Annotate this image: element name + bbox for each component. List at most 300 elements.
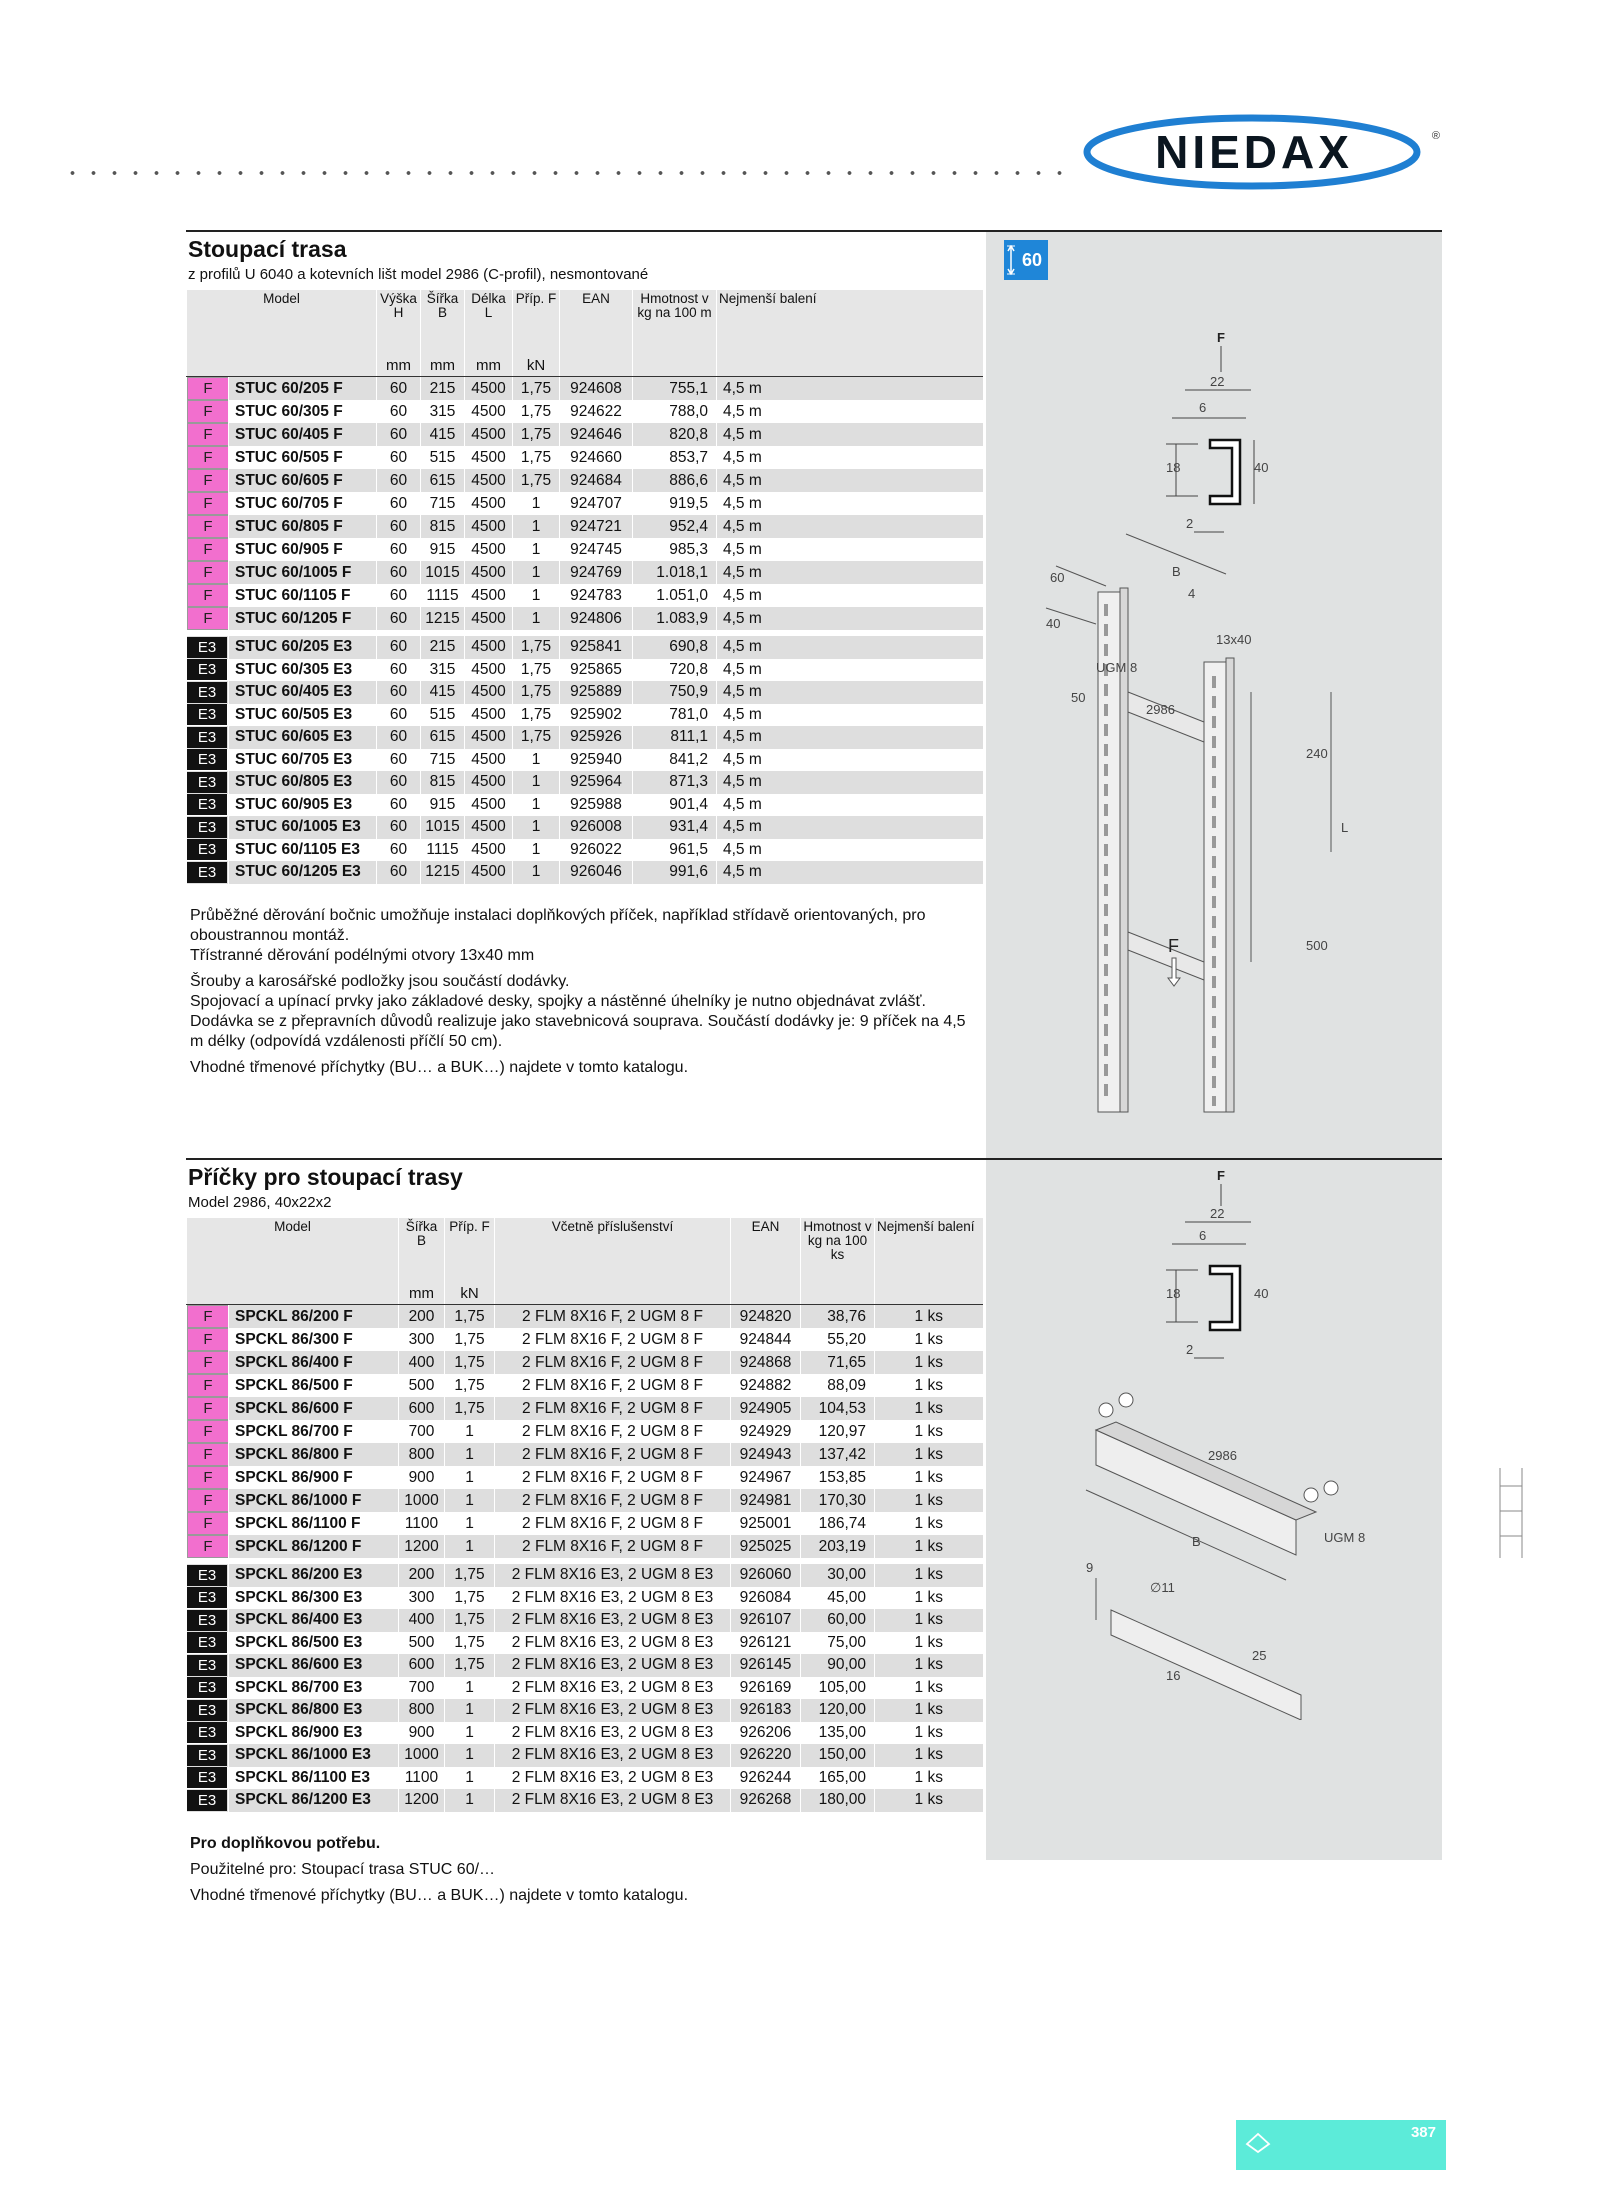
- value-cell: 1 ks: [875, 1489, 983, 1512]
- value-cell: 4,5 m: [717, 659, 983, 682]
- model-cell: STUC 60/1105 E3: [229, 839, 377, 862]
- finish-badge-cell: [187, 515, 229, 538]
- value-cell: 4500: [465, 469, 513, 492]
- value-cell: 924707: [560, 492, 633, 515]
- value-cell: 815: [421, 515, 465, 538]
- value-cell: 926145: [731, 1654, 801, 1677]
- finish-badge-cell: [187, 1564, 229, 1587]
- label-13x40: 13x40: [1216, 632, 1252, 647]
- label-B: B: [1192, 1534, 1201, 1549]
- value-cell: 925865: [560, 659, 633, 682]
- value-cell: 1: [513, 749, 560, 772]
- value-cell: 925964: [560, 771, 633, 794]
- value-cell: 1,75: [445, 1328, 495, 1351]
- section2-notes: [190, 1834, 970, 1912]
- finish-badge-cell: [187, 1443, 229, 1466]
- finish-badge-cell: [187, 1374, 229, 1397]
- col-header-length: Délka L: [465, 290, 513, 354]
- value-cell: 2 FLM 8X16 F, 2 UGM 8 F: [495, 1535, 731, 1558]
- table-unit-row: [187, 1282, 983, 1305]
- value-cell: 1115: [421, 839, 465, 862]
- value-cell: 4,5 m: [717, 749, 983, 772]
- page-number-box: [1236, 2120, 1446, 2170]
- label-50: 50: [1071, 690, 1086, 705]
- value-cell: 60: [377, 400, 421, 423]
- logo-registered-mark: ®: [1431, 130, 1440, 142]
- value-cell: 919,5: [633, 492, 717, 515]
- value-cell: 60: [377, 469, 421, 492]
- value-cell: 900: [399, 1466, 445, 1489]
- model-cell: STUC 60/1105 F: [229, 584, 377, 607]
- col-header-model: Model: [187, 1218, 399, 1282]
- value-cell: 1: [513, 861, 560, 884]
- finish-badge-cell: [187, 446, 229, 469]
- value-cell: 4,5 m: [717, 469, 983, 492]
- section2-table-body: [187, 1305, 983, 1812]
- value-cell: 186,74: [801, 1512, 875, 1535]
- col-header-width: Šířka B: [421, 290, 465, 354]
- model-cell: STUC 60/405 E3: [229, 681, 377, 704]
- table-row: [187, 469, 983, 492]
- finish-badge: E3: [187, 817, 227, 838]
- value-cell: 926220: [731, 1744, 801, 1767]
- finish-badge: E3: [187, 794, 227, 815]
- model-cell: STUC 60/605 F: [229, 469, 377, 492]
- table-row: [187, 839, 983, 862]
- value-cell: 924660: [560, 446, 633, 469]
- model-cell: SPCKL 86/700 E3: [229, 1677, 399, 1700]
- table-row: [187, 1767, 983, 1790]
- finish-badge: E3: [187, 1722, 227, 1743]
- table-row: [187, 1489, 983, 1512]
- model-cell: STUC 60/505 F: [229, 446, 377, 469]
- value-cell: 600: [399, 1397, 445, 1420]
- value-cell: 700: [399, 1677, 445, 1700]
- table-row: [187, 1587, 983, 1610]
- table-row: [187, 1397, 983, 1420]
- table-row: [187, 1420, 983, 1443]
- note-text: Třístranné děrování podélnými otvory 13x40 mm: [190, 947, 535, 964]
- finish-badge-cell: [187, 1767, 229, 1790]
- model-cell: STUC 60/205 F: [229, 377, 377, 401]
- label-L: L: [1341, 820, 1349, 835]
- table-row: [187, 1654, 983, 1677]
- table-row: [187, 1443, 983, 1466]
- value-cell: 104,53: [801, 1397, 875, 1420]
- value-cell: 901,4: [633, 794, 717, 817]
- table-row: [187, 1677, 983, 1700]
- value-cell: 886,6: [633, 469, 717, 492]
- value-cell: 1 ks: [875, 1535, 983, 1558]
- value-cell: 4500: [465, 771, 513, 794]
- finish-badge: F: [187, 1351, 229, 1374]
- model-cell: STUC 60/1005 E3: [229, 816, 377, 839]
- value-cell: 4,5 m: [717, 561, 983, 584]
- unit-cell: mm: [421, 354, 465, 377]
- value-cell: 924608: [560, 377, 633, 401]
- value-cell: 600: [399, 1654, 445, 1677]
- model-cell: SPCKL 86/1100 E3: [229, 1767, 399, 1790]
- finish-badge-cell: [187, 1609, 229, 1632]
- model-cell: SPCKL 86/1200 F: [229, 1535, 399, 1558]
- value-cell: 2 FLM 8X16 F, 2 UGM 8 F: [495, 1305, 731, 1329]
- value-cell: 300: [399, 1587, 445, 1610]
- table-row: [187, 1789, 983, 1812]
- value-cell: 515: [421, 704, 465, 727]
- col-header-accessories: Včetně příslušenství: [495, 1218, 731, 1282]
- rung-perspective-icon: [1086, 1393, 1365, 1720]
- value-cell: 150,00: [801, 1744, 875, 1767]
- finish-badge-cell: [187, 704, 229, 727]
- value-cell: 4,5 m: [717, 839, 983, 862]
- table-header-row: [187, 290, 983, 354]
- value-cell: 925940: [560, 749, 633, 772]
- section2-subtitle: Model 2986, 40x22x2: [188, 1194, 332, 1211]
- label-F: F: [1217, 1168, 1225, 1183]
- value-cell: 1 ks: [875, 1466, 983, 1489]
- finish-badge-cell: [187, 771, 229, 794]
- finish-badge: F: [187, 400, 229, 423]
- finish-badge-cell: [187, 1535, 229, 1558]
- col-header-height: Výška H: [377, 290, 421, 354]
- unit-cell: mm: [377, 354, 421, 377]
- value-cell: 926268: [731, 1789, 801, 1812]
- value-cell: 926206: [731, 1722, 801, 1745]
- value-cell: 924684: [560, 469, 633, 492]
- value-cell: 1 ks: [875, 1305, 983, 1329]
- value-cell: 1: [513, 515, 560, 538]
- label-500: 500: [1306, 938, 1328, 953]
- model-cell: SPCKL 86/200 F: [229, 1305, 399, 1329]
- value-cell: 4,5 m: [717, 423, 983, 446]
- table-row: [187, 749, 983, 772]
- model-cell: STUC 60/405 F: [229, 423, 377, 446]
- note-text: Vhodné třmenové příchytky (BU… a BUK…) najdete v tomto katalogu.: [190, 1887, 689, 1904]
- table-row: [187, 1564, 983, 1587]
- col-header-model: Model: [187, 290, 377, 354]
- value-cell: 1,75: [513, 423, 560, 446]
- label-B: B: [1172, 564, 1181, 579]
- value-cell: 991,6: [633, 861, 717, 884]
- value-cell: 615: [421, 469, 465, 492]
- label-F: F: [1217, 330, 1225, 345]
- value-cell: 2 FLM 8X16 F, 2 UGM 8 F: [495, 1328, 731, 1351]
- value-cell: 1: [513, 538, 560, 561]
- value-cell: 1 ks: [875, 1632, 983, 1655]
- finish-badge: F: [187, 1374, 229, 1397]
- value-cell: 60: [377, 636, 421, 659]
- unit-cell: [731, 1282, 801, 1305]
- value-cell: 1: [513, 584, 560, 607]
- finish-badge-cell: [187, 561, 229, 584]
- value-cell: 60: [377, 607, 421, 630]
- value-cell: 924967: [731, 1466, 801, 1489]
- value-cell: 2 FLM 8X16 F, 2 UGM 8 F: [495, 1512, 731, 1535]
- niedax-logo: [1080, 112, 1440, 192]
- value-cell: 715: [421, 492, 465, 515]
- label-40b: 40: [1046, 616, 1061, 631]
- value-cell: 90,00: [801, 1654, 875, 1677]
- value-cell: 4,5 m: [717, 861, 983, 884]
- table-row: [187, 607, 983, 630]
- value-cell: 1 ks: [875, 1789, 983, 1812]
- unit-cell: kN: [513, 354, 560, 377]
- value-cell: 60: [377, 816, 421, 839]
- value-cell: 1 ks: [875, 1328, 983, 1351]
- value-cell: 215: [421, 377, 465, 401]
- value-cell: 60: [377, 771, 421, 794]
- finish-badge-cell: [187, 681, 229, 704]
- value-cell: 1: [445, 1466, 495, 1489]
- value-cell: 700: [399, 1420, 445, 1443]
- value-cell: 924646: [560, 423, 633, 446]
- model-cell: STUC 60/805 E3: [229, 771, 377, 794]
- model-cell: SPCKL 86/900 F: [229, 1466, 399, 1489]
- table-row: [187, 1512, 983, 1535]
- table-row: [187, 1609, 983, 1632]
- table-row: [187, 681, 983, 704]
- label-6: 6: [1199, 400, 1207, 415]
- note-text: Použitelné pro: Stoupací trasa STUC 60/…: [190, 1861, 496, 1878]
- value-cell: 926169: [731, 1677, 801, 1700]
- value-cell: 952,4: [633, 515, 717, 538]
- value-cell: 4,5 m: [717, 816, 983, 839]
- table-row: [187, 636, 983, 659]
- value-cell: 926183: [731, 1699, 801, 1722]
- model-cell: SPCKL 86/400 F: [229, 1351, 399, 1374]
- finish-badge: F: [187, 561, 229, 584]
- col-header-load: Příp. F: [445, 1218, 495, 1282]
- value-cell: 1 ks: [875, 1677, 983, 1700]
- finish-badge-cell: [187, 1677, 229, 1700]
- value-cell: 811,1: [633, 726, 717, 749]
- model-cell: STUC 60/605 E3: [229, 726, 377, 749]
- stoupaci-trasa-drawing: [986, 232, 1442, 1132]
- value-cell: 4500: [465, 400, 513, 423]
- value-cell: 71,65: [801, 1351, 875, 1374]
- model-cell: STUC 60/305 E3: [229, 659, 377, 682]
- value-cell: 1: [513, 561, 560, 584]
- finish-badge-cell: [187, 469, 229, 492]
- col-header-ean: EAN: [731, 1218, 801, 1282]
- model-cell: SPCKL 86/900 E3: [229, 1722, 399, 1745]
- value-cell: 1000: [399, 1744, 445, 1767]
- label-6: 6: [1199, 1228, 1207, 1243]
- value-cell: 60: [377, 726, 421, 749]
- finish-badge: E3: [187, 839, 227, 860]
- value-cell: 926046: [560, 861, 633, 884]
- value-cell: 4500: [465, 816, 513, 839]
- col-header-weight: Hmotnost v kg na 100 ks: [801, 1218, 875, 1282]
- value-cell: 45,00: [801, 1587, 875, 1610]
- value-cell: 925001: [731, 1512, 801, 1535]
- value-cell: 4500: [465, 446, 513, 469]
- value-cell: 1 ks: [875, 1587, 983, 1610]
- table-row: [187, 1744, 983, 1767]
- value-cell: 4,5 m: [717, 636, 983, 659]
- value-cell: 30,00: [801, 1564, 875, 1587]
- col-header-min-pack: Nejmenší balení: [875, 1218, 983, 1282]
- col-header-width: Šířka B: [399, 1218, 445, 1282]
- value-cell: 38,76: [801, 1305, 875, 1329]
- model-cell: SPCKL 86/700 F: [229, 1420, 399, 1443]
- finish-badge: E3: [187, 1790, 227, 1811]
- value-cell: 1,75: [445, 1632, 495, 1655]
- model-cell: STUC 60/505 E3: [229, 704, 377, 727]
- finish-badge-cell: [187, 861, 229, 884]
- model-cell: SPCKL 86/300 E3: [229, 1587, 399, 1610]
- cable-tray-icon: [1244, 2130, 1272, 2154]
- ladder-thumbnail-icon: [1492, 1466, 1532, 1560]
- value-cell: 1,75: [513, 446, 560, 469]
- model-cell: SPCKL 86/1200 E3: [229, 1789, 399, 1812]
- value-cell: 55,20: [801, 1328, 875, 1351]
- value-cell: 1: [513, 771, 560, 794]
- label-4: 4: [1188, 586, 1196, 601]
- value-cell: 60: [377, 659, 421, 682]
- value-cell: 1: [513, 794, 560, 817]
- finish-badge: F: [187, 538, 229, 561]
- table-row: [187, 1328, 983, 1351]
- table-row: [187, 1351, 983, 1374]
- value-cell: 2 FLM 8X16 F, 2 UGM 8 F: [495, 1489, 731, 1512]
- value-cell: 60: [377, 377, 421, 401]
- section1-subtitle: z profilů U 6040 a kotevních lišt model 2986 (C-profil), nesmontované: [188, 266, 649, 283]
- value-cell: 2 FLM 8X16 E3, 2 UGM 8 E3: [495, 1632, 731, 1655]
- value-cell: 871,3: [633, 771, 717, 794]
- value-cell: 1.018,1: [633, 561, 717, 584]
- value-cell: 926008: [560, 816, 633, 839]
- value-cell: 924943: [731, 1443, 801, 1466]
- model-cell: SPCKL 86/1100 F: [229, 1512, 399, 1535]
- value-cell: 1,75: [445, 1397, 495, 1420]
- value-cell: 415: [421, 681, 465, 704]
- value-cell: 2 FLM 8X16 F, 2 UGM 8 F: [495, 1420, 731, 1443]
- finish-badge-cell: [187, 492, 229, 515]
- value-cell: 2 FLM 8X16 F, 2 UGM 8 F: [495, 1397, 731, 1420]
- table-row: [187, 1374, 983, 1397]
- label-ugm8: UGM 8: [1096, 660, 1138, 675]
- logo-text: NIEDAX: [1155, 126, 1353, 178]
- unit-cell: [495, 1282, 731, 1305]
- model-cell: STUC 60/1205 E3: [229, 861, 377, 884]
- section2-product-table: [186, 1218, 983, 1812]
- value-cell: 165,00: [801, 1767, 875, 1790]
- value-cell: 2 FLM 8X16 E3, 2 UGM 8 E3: [495, 1699, 731, 1722]
- value-cell: 1100: [399, 1767, 445, 1790]
- value-cell: 60: [377, 515, 421, 538]
- finish-badge-cell: [187, 636, 229, 659]
- value-cell: 788,0: [633, 400, 717, 423]
- table-row: [187, 1305, 983, 1329]
- table-row: [187, 704, 983, 727]
- finish-badge: F: [187, 1328, 229, 1351]
- finish-badge: F: [187, 607, 229, 630]
- model-cell: STUC 60/705 F: [229, 492, 377, 515]
- finish-badge-cell: [187, 659, 229, 682]
- value-cell: 4500: [465, 681, 513, 704]
- finish-badge-cell: [187, 1489, 229, 1512]
- finish-badge-cell: [187, 1466, 229, 1489]
- label-18: 18: [1166, 1286, 1181, 1301]
- model-cell: SPCKL 86/600 E3: [229, 1654, 399, 1677]
- value-cell: 924981: [731, 1489, 801, 1512]
- finish-badge-cell: [187, 726, 229, 749]
- section1-table-body: [187, 377, 983, 884]
- finish-badge: E3: [187, 659, 227, 680]
- finish-badge-cell: [187, 400, 229, 423]
- value-cell: 690,8: [633, 636, 717, 659]
- finish-badge: E3: [187, 1767, 227, 1788]
- note-text: Průběžné děrování bočnic umožňuje instalaci doplňkových příček, například střídavě orientovaných, pro oboustrannou montáž.: [190, 907, 926, 944]
- value-cell: 4500: [465, 561, 513, 584]
- table-row: [187, 1699, 983, 1722]
- value-cell: 1,75: [513, 377, 560, 401]
- table-row: [187, 446, 983, 469]
- finish-badge-cell: [187, 749, 229, 772]
- value-cell: 750,9: [633, 681, 717, 704]
- value-cell: 2 FLM 8X16 E3, 2 UGM 8 E3: [495, 1587, 731, 1610]
- label-load-F: F: [1168, 936, 1179, 956]
- value-cell: 1 ks: [875, 1397, 983, 1420]
- table-row: [187, 816, 983, 839]
- table-row: [187, 492, 983, 515]
- value-cell: 75,00: [801, 1632, 875, 1655]
- value-cell: 4,5 m: [717, 400, 983, 423]
- value-cell: 800: [399, 1699, 445, 1722]
- table-row: [187, 423, 983, 446]
- model-cell: STUC 60/705 E3: [229, 749, 377, 772]
- value-cell: 4500: [465, 726, 513, 749]
- finish-badge: E3: [187, 862, 227, 883]
- value-cell: 170,30: [801, 1489, 875, 1512]
- value-cell: 915: [421, 794, 465, 817]
- label-ugm8: UGM 8: [1324, 1530, 1366, 1545]
- label-2: 2: [1186, 1342, 1194, 1357]
- value-cell: 4,5 m: [717, 515, 983, 538]
- value-cell: 315: [421, 659, 465, 682]
- value-cell: 300: [399, 1328, 445, 1351]
- finish-badge: E3: [187, 1700, 227, 1721]
- value-cell: 1,75: [513, 636, 560, 659]
- value-cell: 105,00: [801, 1677, 875, 1700]
- table-row: [187, 1632, 983, 1655]
- value-cell: 200: [399, 1305, 445, 1329]
- finish-badge: E3: [187, 637, 227, 658]
- value-cell: 1015: [421, 561, 465, 584]
- value-cell: 1: [445, 1512, 495, 1535]
- finish-badge: F: [187, 469, 229, 492]
- value-cell: 4500: [465, 492, 513, 515]
- table-row: [187, 515, 983, 538]
- label-18: 18: [1166, 460, 1181, 475]
- finish-badge: F: [187, 1420, 229, 1443]
- finish-badge-cell: [187, 1512, 229, 1535]
- value-cell: 985,3: [633, 538, 717, 561]
- value-cell: 4500: [465, 861, 513, 884]
- value-cell: 1 ks: [875, 1443, 983, 1466]
- value-cell: 4,5 m: [717, 446, 983, 469]
- value-cell: 1: [445, 1722, 495, 1745]
- finish-badge: E3: [187, 727, 227, 748]
- value-cell: 2 FLM 8X16 F, 2 UGM 8 F: [495, 1443, 731, 1466]
- finish-badge-cell: [187, 1632, 229, 1655]
- value-cell: 715: [421, 749, 465, 772]
- value-cell: 120,97: [801, 1420, 875, 1443]
- value-cell: 180,00: [801, 1789, 875, 1812]
- value-cell: 924622: [560, 400, 633, 423]
- value-cell: 4500: [465, 584, 513, 607]
